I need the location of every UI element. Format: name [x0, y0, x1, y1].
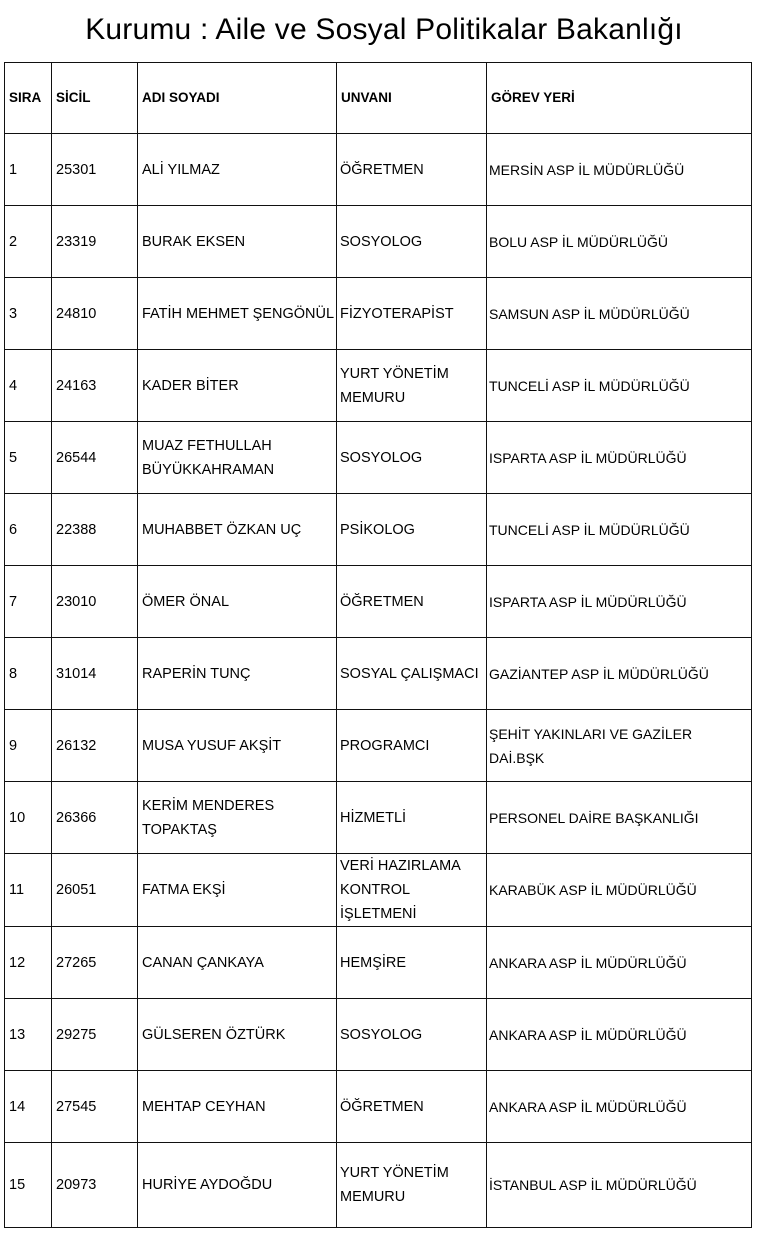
cell-gorev-yeri: ŞEHİT YAKINLARI VE GAZİLER DAİ.BŞK: [487, 710, 752, 782]
cell-sira: 1: [5, 134, 52, 206]
cell-sicil: 25301: [52, 134, 138, 206]
cell-sicil: 20973: [52, 1143, 138, 1228]
table-row: [5, 422, 752, 494]
cell-unvani: YURT YÖNETİM MEMURU: [337, 350, 487, 422]
cell-adi-soyadi: MEHTAP CEYHAN: [138, 1071, 337, 1143]
table-row: [5, 494, 752, 566]
table-row: [5, 350, 752, 422]
cell-sicil: 23010: [52, 566, 138, 638]
cell-sira: 3: [5, 278, 52, 350]
cell-adi-soyadi: GÜLSEREN ÖZTÜRK: [138, 999, 337, 1071]
cell-sicil: 31014: [52, 638, 138, 710]
cell-sicil: 27545: [52, 1071, 138, 1143]
cell-gorev-yeri: ISPARTA ASP İL MÜDÜRLÜĞÜ: [487, 566, 752, 638]
cell-unvani: HEMŞİRE: [337, 927, 487, 999]
table-header-row: [5, 63, 752, 134]
cell-sira: 8: [5, 638, 52, 710]
cell-unvani: SOSYOLOG: [337, 422, 487, 494]
cell-unvani: HİZMETLİ: [337, 782, 487, 854]
personnel-table: [4, 62, 752, 1228]
cell-sira: 4: [5, 350, 52, 422]
cell-sira: 2: [5, 206, 52, 278]
cell-sicil: 26132: [52, 710, 138, 782]
cell-adi-soyadi: HURİYE AYDOĞDU: [138, 1143, 337, 1228]
cell-adi-soyadi: ALİ YILMAZ: [138, 134, 337, 206]
cell-unvani: VERİ HAZIRLAMA KONTROL İŞLETMENİ: [337, 854, 487, 927]
cell-sicil: 26366: [52, 782, 138, 854]
cell-adi-soyadi: MUAZ FETHULLAH BÜYÜKKAHRAMAN: [138, 422, 337, 494]
table-row: [5, 638, 752, 710]
cell-unvani: PROGRAMCI: [337, 710, 487, 782]
table-row: [5, 999, 752, 1071]
cell-gorev-yeri: GAZİANTEP ASP İL MÜDÜRLÜĞÜ: [487, 638, 752, 710]
table-row: [5, 1071, 752, 1143]
column-header-adi-soyadi: ADI SOYADI: [138, 63, 337, 134]
cell-adi-soyadi: ÖMER ÖNAL: [138, 566, 337, 638]
column-header-gorev-yeri: GÖREV YERİ: [487, 63, 752, 134]
cell-sicil: 27265: [52, 927, 138, 999]
cell-gorev-yeri: ANKARA ASP İL MÜDÜRLÜĞÜ: [487, 927, 752, 999]
cell-unvani: PSİKOLOG: [337, 494, 487, 566]
cell-sicil: 26051: [52, 854, 138, 927]
cell-unvani: ÖĞRETMEN: [337, 1071, 487, 1143]
cell-gorev-yeri: SAMSUN ASP İL MÜDÜRLÜĞÜ: [487, 278, 752, 350]
cell-unvani: SOSYOLOG: [337, 999, 487, 1071]
cell-sira: 9: [5, 710, 52, 782]
cell-sira: 14: [5, 1071, 52, 1143]
cell-sicil: 23319: [52, 206, 138, 278]
cell-sira: 15: [5, 1143, 52, 1228]
cell-sira: 10: [5, 782, 52, 854]
column-header-sicil: SİCİL: [52, 63, 138, 134]
cell-gorev-yeri: MERSİN ASP İL MÜDÜRLÜĞÜ: [487, 134, 752, 206]
cell-gorev-yeri: TUNCELİ ASP İL MÜDÜRLÜĞÜ: [487, 350, 752, 422]
cell-adi-soyadi: FATİH MEHMET ŞENGÖNÜL: [138, 278, 337, 350]
cell-unvani: SOSYAL ÇALIŞMACI: [337, 638, 487, 710]
cell-gorev-yeri: ANKARA ASP İL MÜDÜRLÜĞÜ: [487, 999, 752, 1071]
cell-sira: 11: [5, 854, 52, 927]
table-row: [5, 278, 752, 350]
table-row: [5, 927, 752, 999]
column-header-unvani: UNVANI: [337, 63, 487, 134]
cell-sicil: 22388: [52, 494, 138, 566]
cell-sira: 12: [5, 927, 52, 999]
cell-adi-soyadi: MUSA YUSUF AKŞİT: [138, 710, 337, 782]
cell-sira: 7: [5, 566, 52, 638]
cell-adi-soyadi: FATMA EKŞİ: [138, 854, 337, 927]
cell-gorev-yeri: TUNCELİ ASP İL MÜDÜRLÜĞÜ: [487, 494, 752, 566]
cell-sicil: 24163: [52, 350, 138, 422]
table-row: [5, 854, 752, 927]
table-row: [5, 710, 752, 782]
cell-adi-soyadi: MUHABBET ÖZKAN UÇ: [138, 494, 337, 566]
page-title: Kurumu : Aile ve Sosyal Politikalar Bakanlığı: [85, 13, 683, 46]
cell-gorev-yeri: PERSONEL DAİRE BAŞKANLIĞI: [487, 782, 752, 854]
cell-unvani: FİZYOTERAPİST: [337, 278, 487, 350]
cell-unvani: ÖĞRETMEN: [337, 134, 487, 206]
table-body: [5, 134, 752, 1228]
cell-adi-soyadi: KADER BİTER: [138, 350, 337, 422]
table-row: [5, 782, 752, 854]
cell-gorev-yeri: İSTANBUL ASP İL MÜDÜRLÜĞÜ: [487, 1143, 752, 1228]
cell-adi-soyadi: RAPERİN TUNÇ: [138, 638, 337, 710]
cell-sira: 13: [5, 999, 52, 1071]
cell-unvani: ÖĞRETMEN: [337, 566, 487, 638]
cell-adi-soyadi: KERİM MENDERES TOPAKTAŞ: [138, 782, 337, 854]
cell-adi-soyadi: CANAN ÇANKAYA: [138, 927, 337, 999]
cell-sira: 5: [5, 422, 52, 494]
cell-sicil: 26544: [52, 422, 138, 494]
cell-sira: 6: [5, 494, 52, 566]
table-row: [5, 1143, 752, 1228]
cell-gorev-yeri: ISPARTA ASP İL MÜDÜRLÜĞÜ: [487, 422, 752, 494]
column-header-sira: SIRA: [5, 63, 52, 134]
cell-unvani: YURT YÖNETİM MEMURU: [337, 1143, 487, 1228]
cell-sicil: 29275: [52, 999, 138, 1071]
table-row: [5, 566, 752, 638]
table-row: [5, 134, 752, 206]
cell-sicil: 24810: [52, 278, 138, 350]
cell-gorev-yeri: BOLU ASP İL MÜDÜRLÜĞÜ: [487, 206, 752, 278]
table-row: [5, 206, 752, 278]
cell-gorev-yeri: ANKARA ASP İL MÜDÜRLÜĞÜ: [487, 1071, 752, 1143]
cell-unvani: SOSYOLOG: [337, 206, 487, 278]
cell-adi-soyadi: BURAK EKSEN: [138, 206, 337, 278]
cell-gorev-yeri: KARABÜK ASP İL MÜDÜRLÜĞÜ: [487, 854, 752, 927]
